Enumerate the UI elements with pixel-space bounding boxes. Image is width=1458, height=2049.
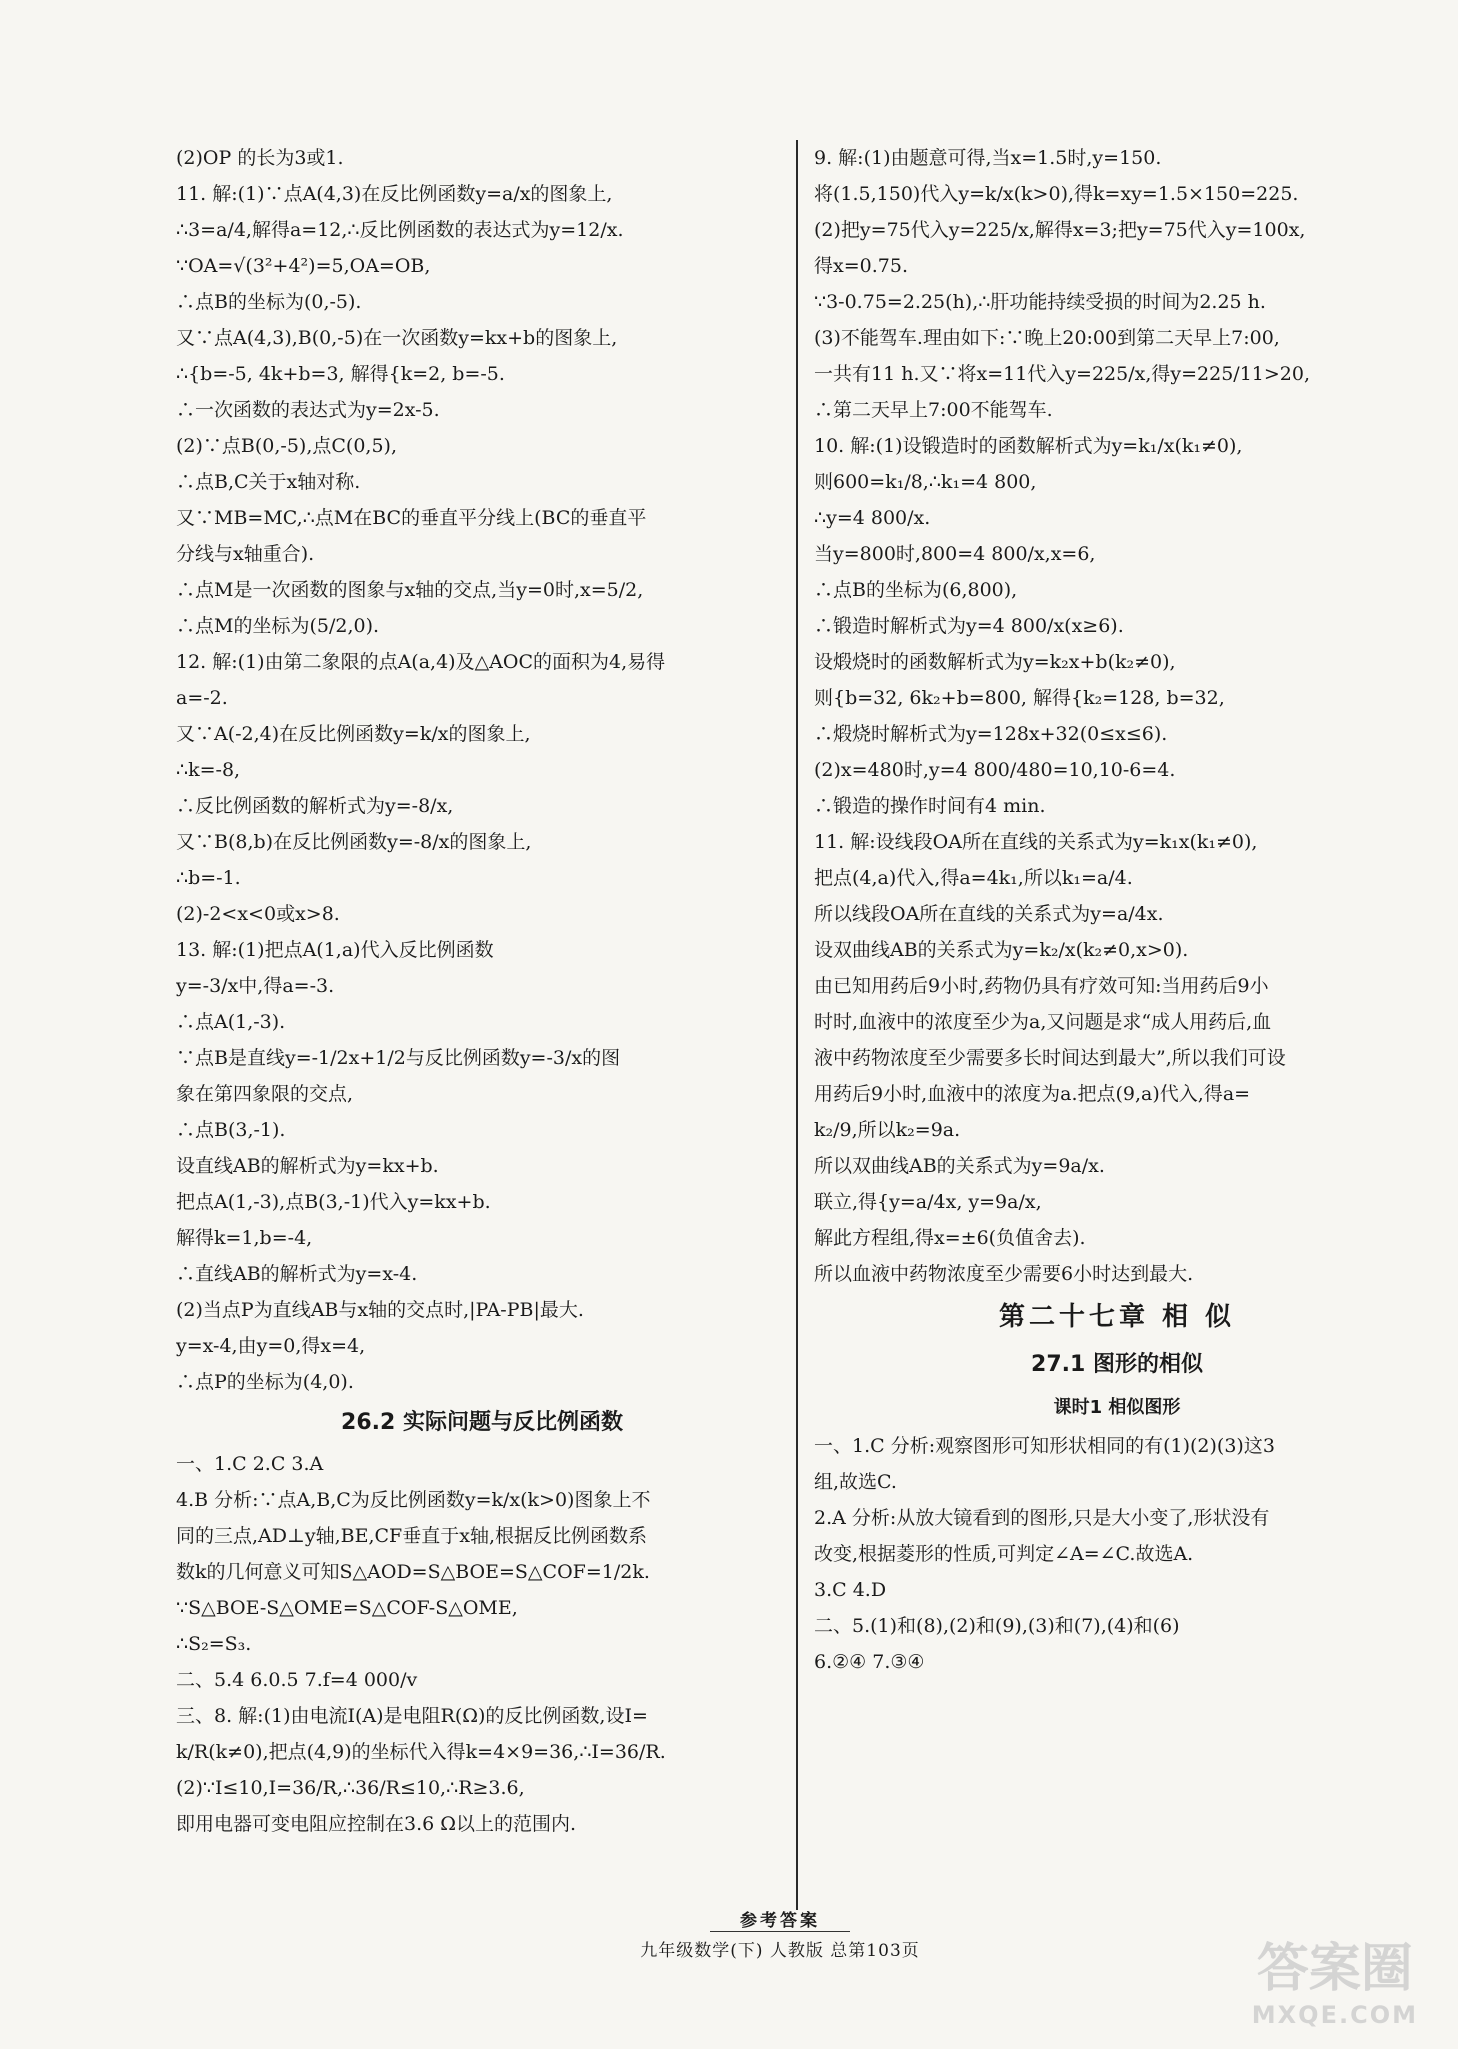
text-line: k₂/9,所以k₂=9a. — [814, 1119, 961, 1141]
text-line: 把点A(1,-3),点B(3,-1)代入y=kx+b. — [176, 1191, 491, 1213]
section-heading-26-2: 26.2 实际问题与反比例函数 — [341, 1410, 623, 1435]
footer-info: 九年级数学(下) 人教版 总第103页 — [640, 1941, 920, 1961]
text-line: ∴点M的坐标为(5/2,0). — [176, 615, 380, 637]
footer-label: 参考答案 — [710, 1906, 850, 1932]
text-line: 同的三点,AD⊥y轴,BE,CF垂直于x轴,根据反比例函数系 — [176, 1525, 647, 1547]
text-line: 时时,血液中的浓度至少为a,又问题是求“成人用药后,血 — [814, 1011, 1272, 1033]
text-line: 一共有11 h.又∵将x=11代入y=225/x,得y=225/11>20, — [814, 363, 1311, 385]
text-line: 则{b=32, 6k₂+b=800, 解得{k₂=128, b=32, — [814, 687, 1225, 709]
text-line: y=x-4,由y=0,得x=4, — [176, 1335, 366, 1357]
text-line: 设煅烧时的函数解析式为y=k₂x+b(k₂≠0), — [814, 651, 1176, 673]
text-line: ∴第二天早上7:00不能驾车. — [814, 399, 1053, 421]
text-line: 3.C 4.D — [814, 1579, 887, 1601]
text-line: 所以血液中药物浓度至少需要6小时达到最大. — [814, 1263, 1194, 1285]
text-line: ∵S△BOE-S△OME=S△COF-S△OME, — [176, 1597, 518, 1619]
text-line: 当y=800时,800=4 800/x,x=6, — [814, 543, 1096, 565]
text-line: 12. 解:(1)由第二象限的点A(a,4)及△AOC的面积为4,易得 — [176, 651, 666, 673]
text-line: y=-3/x中,得a=-3. — [176, 975, 335, 997]
text-line: 又∵点A(4,3),B(0,-5)在一次函数y=kx+b的图象上, — [176, 327, 618, 349]
text-line: ∴3=a/4,解得a=12,∴反比例函数的表达式为y=12/x. — [176, 219, 624, 241]
text-line: ∴直线AB的解析式为y=x-4. — [176, 1263, 418, 1285]
text-line: 解此方程组,得x=±6(负值舍去). — [814, 1227, 1086, 1249]
text-line: ∴y=4 800/x. — [814, 507, 931, 529]
right-column — [814, 140, 1420, 1680]
text-line: 分线与x轴重合). — [176, 543, 315, 565]
text-line: 又∵A(-2,4)在反比例函数y=k/x的图象上, — [176, 723, 531, 745]
text-line: ∴反比例函数的解析式为y=-8/x, — [176, 795, 454, 817]
text-line: (2)∵I≤10,I=36/R,∴36/R≤10,∴R≥3.6, — [176, 1777, 525, 1799]
text-line: k/R(k≠0),把点(4,9)的坐标代入得k=4×9=36,∴I=36/R. — [176, 1741, 666, 1763]
text-line: ∴S₂=S₃. — [176, 1633, 252, 1655]
text-line: 用药后9小时,血液中的浓度为a.把点(9,a)代入,得a= — [814, 1083, 1251, 1105]
text-line: 联立,得{y=a/4x, y=9a/x, — [814, 1191, 1042, 1213]
text-line: ∴点A(1,-3). — [176, 1011, 286, 1033]
text-line: ∴点B(3,-1). — [176, 1119, 286, 1141]
text-line: 11. 解:(1)∵点A(4,3)在反比例函数y=a/x的图象上, — [176, 183, 613, 205]
text-line: 二、5.4 6.0.5 7.f=4 000/v — [176, 1669, 418, 1691]
text-line: ∵3-0.75=2.25(h),∴肝功能持续受损的时间为2.25 h. — [814, 291, 1266, 313]
text-line: 得x=0.75. — [814, 255, 908, 277]
text-line: ∵点B是直线y=-1/2x+1/2与反比例函数y=-3/x的图 — [176, 1047, 621, 1069]
text-line: ∴锻造时解析式为y=4 800/x(x≥6). — [814, 615, 1124, 637]
text-line: 则600=k₁/8,∴k₁=4 800, — [814, 471, 1037, 493]
text-line: 组,故选C. — [814, 1471, 897, 1493]
text-line: ∴点P的坐标为(4,0). — [176, 1371, 354, 1393]
text-line: ∴点B的坐标为(0,-5). — [176, 291, 362, 313]
text-line: 又∵MB=MC,∴点M在BC的垂直平分线上(BC的垂直平 — [176, 507, 647, 529]
text-line: ∵OA=√(3²+4²)=5,OA=OB, — [176, 255, 431, 277]
text-line: ∴一次函数的表达式为y=2x-5. — [176, 399, 440, 421]
left-block-2 — [176, 1446, 788, 1842]
watermark-text: 答案圈 — [1256, 1939, 1413, 1999]
text-line: 6.②④ 7.③④ — [814, 1651, 925, 1673]
text-line: (2)-2<x<0或x>8. — [176, 903, 340, 925]
text-line: (2)把y=75代入y=225/x,解得x=3;把y=75代入y=100x, — [814, 219, 1306, 241]
column-divider — [796, 140, 798, 1910]
text-line: ∴煅烧时解析式为y=128x+32(0≤x≤6). — [814, 723, 1168, 745]
text-line: ∴b=-1. — [176, 867, 241, 889]
section-heading-27-1: 27.1 图形的相似 — [1031, 1352, 1203, 1377]
text-line: 将(1.5,150)代入y=k/x(k>0),得k=xy=1.5×150=225. — [814, 183, 1299, 205]
text-line: 9. 解:(1)由题意可得,当x=1.5时,y=150. — [814, 147, 1162, 169]
text-line: 液中药物浓度至少需要多长时间达到最大”,所以我们可设 — [814, 1047, 1286, 1069]
text-line: (2)x=480时,y=4 800/480=10,10-6=4. — [814, 759, 1176, 781]
right-block-1 — [814, 140, 1420, 1292]
text-line: 设直线AB的解析式为y=kx+b. — [176, 1155, 439, 1177]
text-line: 2.A 分析:从放大镜看到的图形,只是大小变了,形状没有 — [814, 1507, 1270, 1529]
page-footer — [600, 1906, 960, 1961]
chapter-heading: 第二十七章 相 似 — [998, 1302, 1236, 1332]
text-line: ∴点B,C关于x轴对称. — [176, 471, 361, 493]
text-line: (2)OP 的长为3或1. — [176, 147, 344, 169]
text-line: (2)当点P为直线AB与x轴的交点时,|PA-PB|最大. — [176, 1299, 584, 1321]
text-line: 所以线段OA所在直线的关系式为y=a/4x. — [814, 903, 1164, 925]
text-line: 象在第四象限的交点, — [176, 1083, 354, 1105]
text-line: 即用电器可变电阻应控制在3.6 Ω以上的范围内. — [176, 1813, 577, 1835]
text-line: 10. 解:(1)设锻造时的函数解析式为y=k₁/x(k₁≠0), — [814, 435, 1243, 457]
text-line: (3)不能驾车.理由如下:∵晚上20:00到第二天早上7:00, — [814, 327, 1280, 349]
right-block-2 — [814, 1428, 1420, 1680]
text-line: 一、1.C 2.C 3.A — [176, 1453, 324, 1475]
text-line: 所以双曲线AB的关系式为y=9a/x. — [814, 1155, 1105, 1177]
left-block-1 — [176, 140, 788, 1400]
text-line: 由已知用药后9小时,药物仍具有疗效可知:当用药后9小 — [814, 975, 1269, 997]
lesson-heading: 课时1 相似图形 — [1053, 1397, 1181, 1418]
text-line: 又∵B(8,b)在反比例函数y=-8/x的图象上, — [176, 831, 532, 853]
text-line: 数k的几何意义可知S△AOD=S△BOE=S△COF=1/2k. — [176, 1561, 650, 1583]
text-line: 13. 解:(1)把点A(1,a)代入反比例函数 — [176, 939, 494, 961]
text-line: 改变,根据菱形的性质,可判定∠A=∠C.故选A. — [814, 1543, 1194, 1565]
text-line: 解得k=1,b=-4, — [176, 1227, 313, 1249]
text-line: 11. 解:设线段OA所在直线的关系式为y=k₁x(k₁≠0), — [814, 831, 1258, 853]
text-line: 设双曲线AB的关系式为y=k₂/x(k₂≠0,x>0). — [814, 939, 1189, 961]
text-line: 4.B 分析:∵点A,B,C为反比例函数y=k/x(k>0)图象上不 — [176, 1489, 651, 1511]
text-line: 二、5.(1)和(8),(2)和(9),(3)和(7),(4)和(6) — [814, 1615, 1180, 1637]
text-line: ∴k=-8, — [176, 759, 241, 781]
text-line: ∴{b=-5, 4k+b=3, 解得{k=2, b=-5. — [176, 363, 505, 385]
left-column — [176, 140, 788, 1842]
text-line: ∴点B的坐标为(6,800), — [814, 579, 1018, 601]
watermark-logo — [1252, 1926, 1418, 2029]
text-line: (2)∵点B(0,-5),点C(0,5), — [176, 435, 397, 457]
watermark-url: MXQE.COM — [1251, 2001, 1418, 2029]
text-line: 一、1.C 分析:观察图形可知形状相同的有(1)(2)(3)这3 — [814, 1435, 1275, 1457]
text-line: a=-2. — [176, 687, 228, 709]
text-line: 把点(4,a)代入,得a=4k₁,所以k₁=a/4. — [814, 867, 1133, 889]
text-line: ∴点M是一次函数的图象与x轴的交点,当y=0时,x=5/2, — [176, 579, 644, 601]
text-line: 三、8. 解:(1)由电流I(A)是电阻R(Ω)的反比例函数,设I= — [176, 1705, 648, 1727]
text-line: ∴锻造的操作时间有4 min. — [814, 795, 1046, 817]
